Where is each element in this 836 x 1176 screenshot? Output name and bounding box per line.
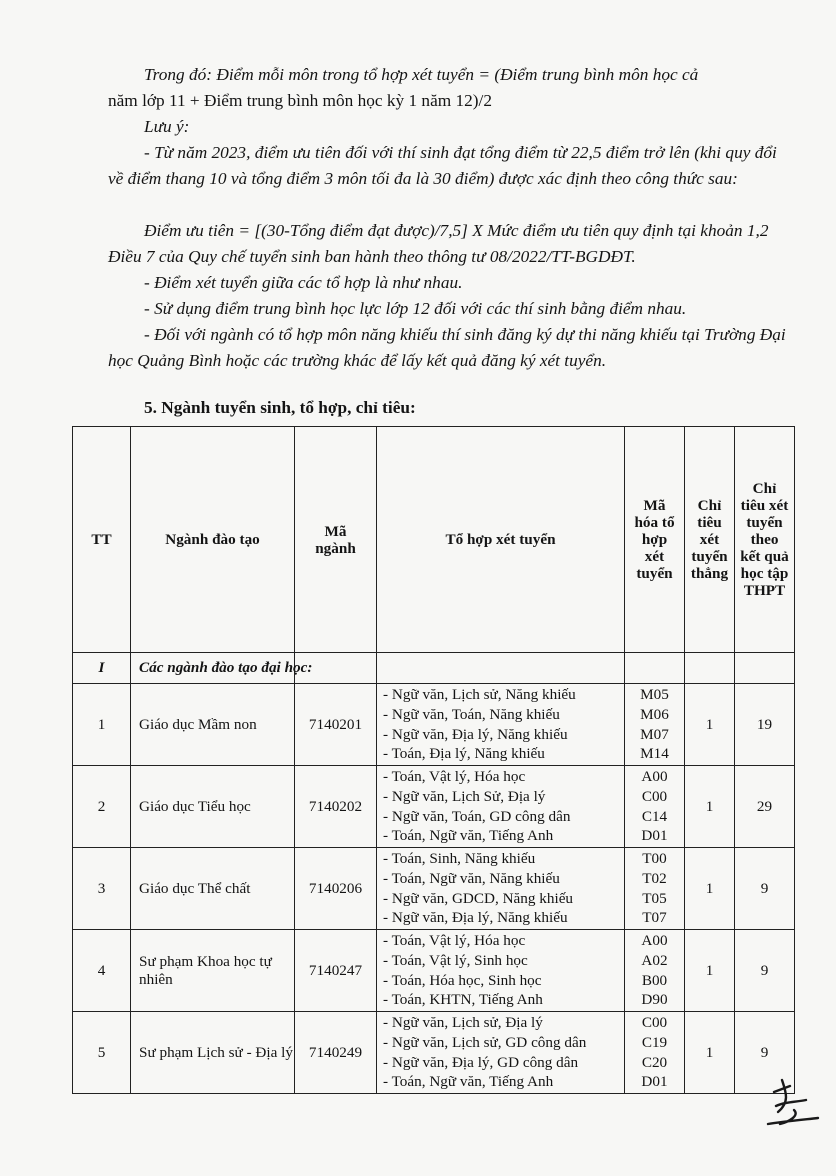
note-label: Lưu ý: <box>144 117 190 136</box>
row-major: Giáo dục Thể chất <box>131 848 295 930</box>
row-combo-codes <box>625 930 685 1012</box>
row-hs-quota: 29 <box>735 766 795 848</box>
combo-line: - Toán, Vật lý, Sinh học <box>383 951 528 969</box>
combo-line: - Ngữ văn, Lịch sử, Địa lý <box>383 1014 543 1032</box>
row-code: 7140249 <box>295 1012 377 1094</box>
combo-line: - Ngữ văn, Địa lý, GD công dân <box>383 1053 579 1071</box>
combo-line: - Ngữ văn, Toán, GD công dân <box>383 807 571 825</box>
combo-code: D01 <box>641 827 668 845</box>
formula-paragraph <box>108 62 786 114</box>
row-code: 7140247 <box>295 930 377 1012</box>
combo-code: A00 <box>641 768 668 786</box>
combo-code: T02 <box>642 869 667 887</box>
header-combo-code: Mã hóa tổ hợp xét tuyển <box>625 427 685 653</box>
formula-line-1: Trong đó: Điểm mỗi môn trong tổ hợp xét tuyển = (Điểm trung bình môn học cả <box>144 65 699 84</box>
row-combos <box>377 848 625 930</box>
header-hs-quota: Chỉ tiêu xét tuyển theo kết quả học tập THPT <box>735 427 795 653</box>
row-direct-quota: 1 <box>685 684 735 766</box>
combo-code: M07 <box>640 725 669 743</box>
combo-code: M14 <box>640 745 669 763</box>
combo-line: - Ngữ văn, Lịch Sử, Địa lý <box>383 787 546 805</box>
combo-line: - Toán, Vật lý, Hóa học <box>383 768 526 786</box>
row-code: 7140201 <box>295 684 377 766</box>
note-priority-rule: - Từ năm 2023, điểm ưu tiên đối với thí sinh đạt tổng điểm từ 22,5 điểm trở lên (khi quy đổi về điểm thang 10 và tổng điểm 3 môn tối đa là 30 điểm) được xác định theo công thức sau: <box>108 143 777 188</box>
combo-code: C00 <box>641 1014 668 1032</box>
combo-line: - Toán, Địa lý, Năng khiếu <box>383 745 545 763</box>
combo-code: C20 <box>641 1053 668 1071</box>
header-major: Ngành đào tạo <box>131 427 295 653</box>
combo-code: T07 <box>642 909 667 927</box>
table-row <box>73 766 795 848</box>
row-combos <box>377 684 625 766</box>
row-major: Sư phạm Khoa học tự nhiên <box>131 930 295 1012</box>
combo-line: - Ngữ văn, Toán, Năng khiếu <box>383 705 560 723</box>
combo-code: T00 <box>642 850 667 868</box>
row-hs-quota: 9 <box>735 930 795 1012</box>
table-row <box>73 684 795 766</box>
combo-line: - Ngữ văn, Địa lý, Năng khiếu <box>383 909 568 927</box>
combo-line: - Toán, Ngữ văn, Tiếng Anh <box>383 1073 554 1091</box>
row-tt: 2 <box>73 766 131 848</box>
combo-line: - Ngữ văn, Địa lý, Năng khiếu <box>383 725 568 743</box>
row-major: Giáo dục Mầm non <box>131 684 295 766</box>
table-header-row <box>73 427 795 653</box>
header-tt: TT <box>73 427 131 653</box>
combo-line: - Toán, Sinh, Năng khiếu <box>383 850 536 868</box>
table-row <box>73 930 795 1012</box>
note-tiebreak: - Sử dụng điểm trung bình học lực lớp 12 đối với các thí sinh bằng điểm nhau. <box>144 299 687 318</box>
row-direct-quota: 1 <box>685 766 735 848</box>
signature-mark <box>760 1072 820 1132</box>
row-code: 7140206 <box>295 848 377 930</box>
row-major: Sư phạm Lịch sử - Địa lý <box>131 1012 295 1094</box>
row-direct-quota: 1 <box>685 1012 735 1094</box>
row-tt: 1 <box>73 684 131 766</box>
admission-table <box>72 426 795 1094</box>
row-combo-codes <box>625 1012 685 1094</box>
row-tt: 4 <box>73 930 131 1012</box>
row-hs-quota: 19 <box>735 684 795 766</box>
row-combo-codes <box>625 848 685 930</box>
section-label: Các ngành đào tạo đại học: <box>131 653 295 684</box>
row-combos <box>377 1012 625 1094</box>
combo-code: M05 <box>640 686 669 704</box>
combo-code: C14 <box>641 807 668 825</box>
row-direct-quota: 1 <box>685 930 735 1012</box>
row-combos <box>377 930 625 1012</box>
combo-code: A00 <box>641 932 668 950</box>
combo-line: - Toán, Ngữ văn, Năng khiếu <box>383 869 560 887</box>
section-tt: I <box>73 653 131 684</box>
header-direct-quota: Chỉ tiêu xét tuyển thẳng <box>685 427 735 653</box>
row-combo-codes <box>625 766 685 848</box>
combo-line: - Ngữ văn, Lịch sử, GD công dân <box>383 1033 587 1051</box>
combo-code: D90 <box>641 991 668 1009</box>
row-hs-quota: 9 <box>735 1012 795 1094</box>
combo-code: C19 <box>641 1033 668 1051</box>
row-tt: 3 <box>73 848 131 930</box>
combo-line: - Toán, Vật lý, Hóa học <box>383 932 526 950</box>
row-combos <box>377 766 625 848</box>
row-direct-quota: 1 <box>685 848 735 930</box>
header-combos: Tổ hợp xét tuyển <box>377 427 625 653</box>
combo-code: M06 <box>640 705 669 723</box>
combo-code: D01 <box>641 1073 668 1091</box>
row-code: 7140202 <box>295 766 377 848</box>
combo-code: A02 <box>641 951 668 969</box>
header-code: Mã ngành <box>295 427 377 653</box>
row-hs-quota: 9 <box>735 848 795 930</box>
combo-code: B00 <box>641 971 668 989</box>
combo-line: - Toán, Ngữ văn, Tiếng Anh <box>383 827 554 845</box>
formula-line-2: năm lớp 11 + Điểm trung bình môn học kỳ 1 năm 12)/2 <box>108 91 492 110</box>
note-priority-formula: Điểm ưu tiên = [(30-Tổng điểm đạt được)/7,5] X Mức điểm ưu tiên quy định tại khoản 1,2 Điều 7 của Quy chế tuyển sinh ban hành theo thông tư 08/2022/TT-BGDĐT. <box>108 221 769 266</box>
table-row <box>73 848 795 930</box>
row-major: Giáo dục Tiểu học <box>131 766 295 848</box>
combo-line: - Ngữ văn, GDCD, Năng khiếu <box>383 889 574 907</box>
combo-line: - Ngữ văn, Lịch sử, Năng khiếu <box>383 686 576 704</box>
note-equal-combos: - Điểm xét tuyển giữa các tổ hợp là như nhau. <box>144 273 463 292</box>
section-row <box>73 653 795 684</box>
combo-code: C00 <box>641 787 668 805</box>
row-tt: 5 <box>73 1012 131 1094</box>
row-combo-codes <box>625 684 685 766</box>
combo-line: - Toán, KHTN, Tiếng Anh <box>383 991 543 1009</box>
table-row <box>73 1012 795 1094</box>
combo-line: - Toán, Hóa học, Sinh học <box>383 971 542 989</box>
note-aptitude: - Đối với ngành có tổ hợp môn năng khiếu thí sinh đăng ký dự thi năng khiếu tại Trường Đại học Quảng Bình hoặc các trường khác để lấy kết quả đăng ký xét tuyển. <box>108 325 786 370</box>
combo-code: T05 <box>642 889 667 907</box>
section-heading: 5. Ngành tuyển sinh, tổ hợp, chỉ tiêu: <box>144 398 416 417</box>
